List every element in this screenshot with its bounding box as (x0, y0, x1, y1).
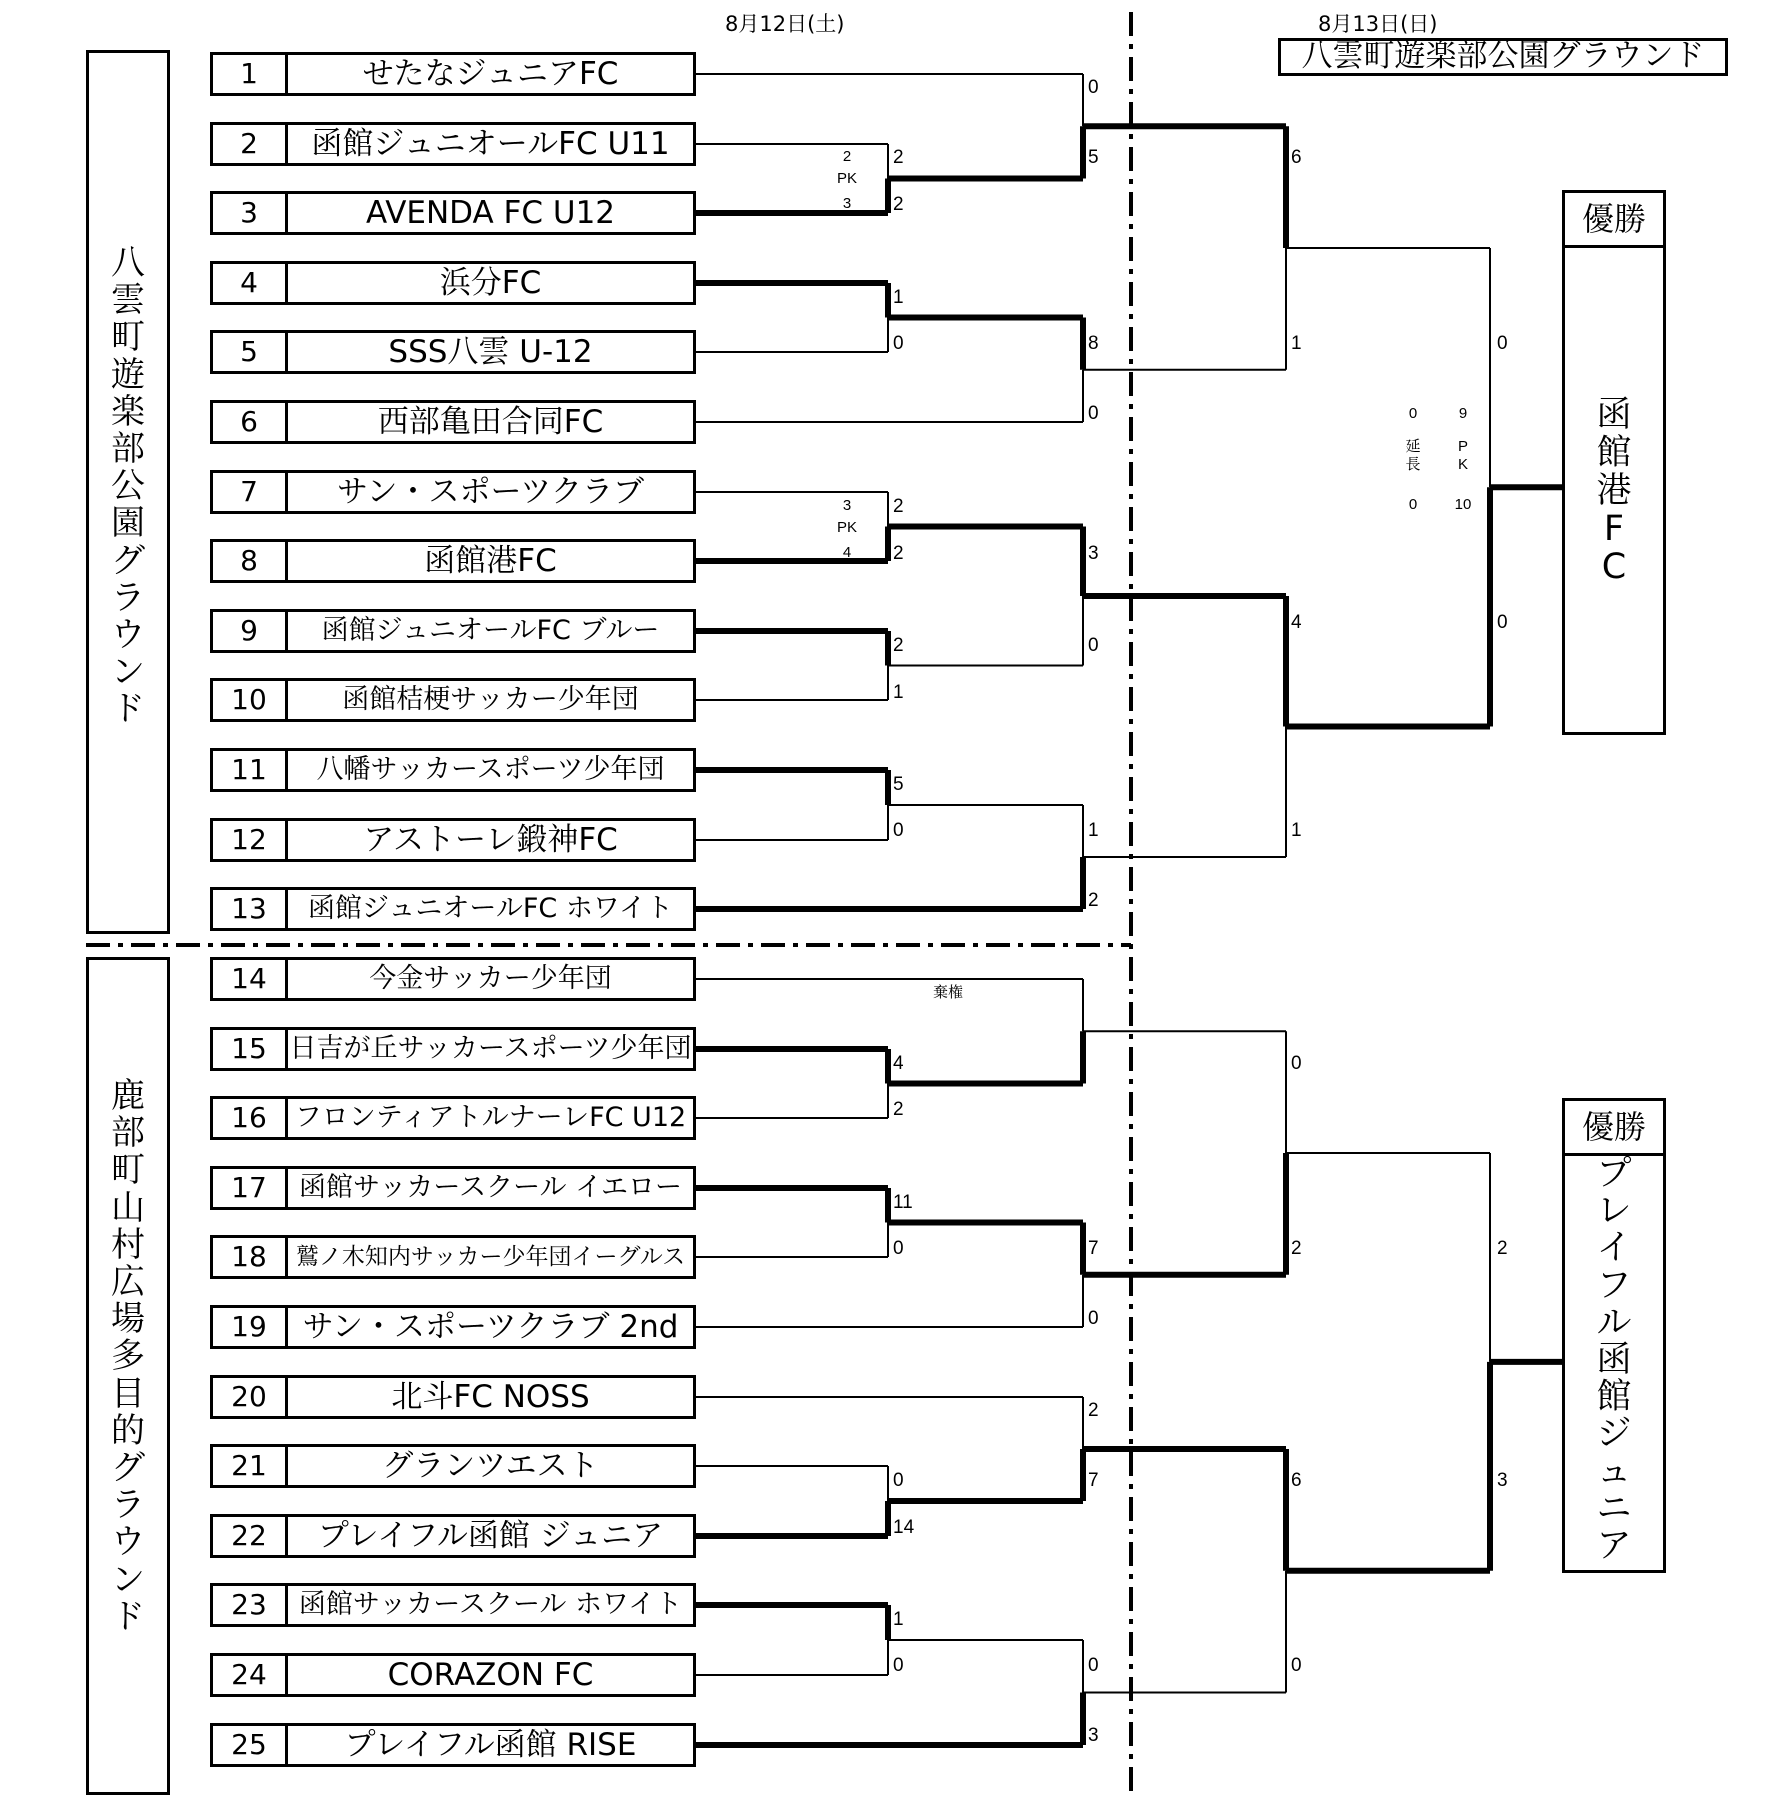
team-name: 北斗FC NOSS (391, 1379, 590, 1415)
team-number: 21 (213, 1447, 288, 1485)
score-r2-w23: 5 (1088, 147, 1099, 168)
team-number: 14 (213, 960, 288, 998)
score-final-top-b: 0 (1497, 612, 1508, 633)
team-name: 日吉が丘サッカースポーツ少年団 (289, 1033, 692, 1064)
score-17: 11 (893, 1192, 913, 1213)
team-number: 6 (213, 403, 288, 441)
team-name: 今金サッカー少年団 (369, 963, 612, 994)
pk-7: 3 (842, 497, 852, 514)
team-name: プレイフル函館 RISE (344, 1727, 637, 1763)
score-sf-top-b1: 4 (1291, 612, 1302, 633)
team-name: 浜分FC (439, 265, 542, 301)
team-name: サン・スポーツクラブ 2nd (302, 1309, 679, 1345)
score-12: 0 (893, 820, 904, 841)
team-name: 函館ジュニオールFC ホワイト (307, 893, 674, 924)
champion-top-box (1562, 245, 1666, 735)
team-number: 8 (213, 542, 288, 580)
team-number: 2 (213, 125, 288, 163)
et-label: 延長 (1405, 438, 1421, 473)
team-number: 20 (213, 1378, 288, 1416)
score-r2-13: 2 (1088, 890, 1099, 911)
score-r2-1: 0 (1088, 77, 1099, 98)
et-top-b: 0 (1408, 496, 1418, 513)
score-23: 1 (893, 1609, 904, 1630)
score-18: 0 (893, 1238, 904, 1259)
champion-bottom-name: プレイフル函館ジュニア (1596, 1154, 1632, 1567)
venue-bottom-label: 鹿部町山村広場多目的グラウンド (111, 1076, 145, 1637)
pk-top-b: 10 (1454, 496, 1472, 513)
score-9: 2 (893, 635, 904, 656)
score-3: 2 (893, 194, 904, 215)
team-number: 5 (213, 333, 288, 371)
team-number: 1 (213, 55, 288, 93)
pk-top-a: 9 (1458, 405, 1468, 422)
team-name: 西部亀田合同FC (377, 404, 604, 440)
date-day1: 8月12日(土) (725, 12, 845, 36)
team-name: CORAZON FC (387, 1657, 594, 1693)
team-number: 10 (213, 681, 288, 719)
team-name: フロンティアトルナーレFC U12 (294, 1102, 687, 1133)
forfeit-note: 棄権 (932, 984, 963, 1001)
team-name: 函館サッカースクール イエロー (298, 1172, 683, 1203)
score-4: 1 (893, 287, 904, 308)
team-number: 9 (213, 612, 288, 650)
team-name: アストーレ鍛神FC (363, 822, 618, 858)
score-r2-w2122: 7 (1088, 1470, 1099, 1491)
team-name: 函館港FC (424, 543, 557, 579)
score-sf-bot-a2: 2 (1291, 1238, 1302, 1259)
score-r2-w1718: 7 (1088, 1238, 1099, 1259)
team-name: 函館サッカースクール ホワイト (298, 1589, 683, 1620)
venue-top-label: 八雲町遊楽部公園グラウンド (111, 243, 145, 730)
score-r2-w45: 8 (1088, 333, 1099, 354)
score-21: 0 (893, 1470, 904, 1491)
team-number: 19 (213, 1308, 288, 1346)
score-final-bot-b: 3 (1497, 1470, 1508, 1491)
team-number: 18 (213, 1238, 288, 1276)
score-final-bot-a: 2 (1497, 1238, 1508, 1259)
team-number: 12 (213, 821, 288, 859)
score-sf-bot-b2: 0 (1291, 1655, 1302, 1676)
score-r2-w1112: 1 (1088, 820, 1099, 841)
team-name: 函館桔梗サッカー少年団 (342, 684, 639, 715)
score-2: 2 (893, 147, 904, 168)
score-sf-top-a1: 6 (1291, 147, 1302, 168)
team-name: 鷲ノ木知内サッカー少年団イーグルス (295, 1244, 686, 1270)
team-number: 16 (213, 1099, 288, 1137)
team-number: 24 (213, 1656, 288, 1694)
score-final-top-a: 0 (1497, 333, 1508, 354)
score-r2-w910: 0 (1088, 635, 1099, 656)
team-name: 函館ジュニオールFC U11 (311, 126, 670, 162)
team-number: 4 (213, 264, 288, 302)
score-16: 2 (893, 1099, 904, 1120)
score-r2-w78: 3 (1088, 543, 1099, 564)
champion-top-label: 優勝 (1562, 190, 1666, 248)
score-8: 2 (893, 543, 904, 564)
score-sf-top-a2: 1 (1291, 333, 1302, 354)
score-sf-bot-b1: 6 (1291, 1470, 1302, 1491)
team-number: 15 (213, 1030, 288, 1068)
team-number: 7 (213, 473, 288, 511)
score-r2-20: 2 (1088, 1400, 1099, 1421)
team-name: グランツエスト (382, 1448, 599, 1484)
champion-top-name: 函館港FC (1596, 395, 1632, 587)
team-number: 22 (213, 1517, 288, 1555)
champion-bottom-label: 優勝 (1562, 1098, 1666, 1156)
score-sf-bot-a1: 0 (1291, 1053, 1302, 1074)
team-name: プレイフル函館 ジュニア (317, 1518, 664, 1554)
score-sf-top-b2: 1 (1291, 820, 1302, 841)
team-number: 13 (213, 890, 288, 928)
score-r2-w2324: 0 (1088, 1655, 1099, 1676)
team-name: 八幡サッカースポーツ少年団 (316, 754, 665, 785)
date-day2: 8月13日(日) (1318, 12, 1438, 36)
pk-label-2-3: PK (836, 170, 857, 187)
score-5: 0 (893, 333, 904, 354)
team-number: 11 (213, 751, 288, 789)
pk-3: 3 (842, 195, 852, 212)
team-name: AVENDA FC U12 (365, 195, 616, 231)
score-10: 1 (893, 682, 904, 703)
score-r2-6: 0 (1088, 403, 1099, 424)
score-r2-19: 0 (1088, 1308, 1099, 1329)
score-15: 4 (893, 1053, 904, 1074)
score-22: 14 (893, 1517, 915, 1538)
champion-bottom-box (1562, 1153, 1666, 1573)
team-name: SSS八雲 U-12 (388, 334, 593, 370)
team-number: 23 (213, 1586, 288, 1624)
pk-8: 4 (842, 544, 852, 561)
team-number: 25 (213, 1726, 288, 1764)
et-top-a: 0 (1408, 405, 1418, 422)
team-name: サン・スポーツクラブ (337, 474, 644, 510)
team-number: 17 (213, 1169, 288, 1207)
pk-2: 2 (842, 148, 852, 165)
score-r2-25: 3 (1088, 1725, 1099, 1746)
score-24: 0 (893, 1655, 904, 1676)
team-name: 函館ジュニオールFC ブルー (321, 615, 660, 646)
final-venue-label: 八雲町遊楽部公園グラウンド (1278, 38, 1728, 76)
pk-top-label: PK (1457, 438, 1468, 473)
team-number: 3 (213, 194, 288, 232)
pk-label-7-8: PK (836, 519, 857, 536)
score-7: 2 (893, 496, 904, 517)
team-name: せたなジュニアFC (362, 56, 619, 92)
score-11: 5 (893, 774, 904, 795)
